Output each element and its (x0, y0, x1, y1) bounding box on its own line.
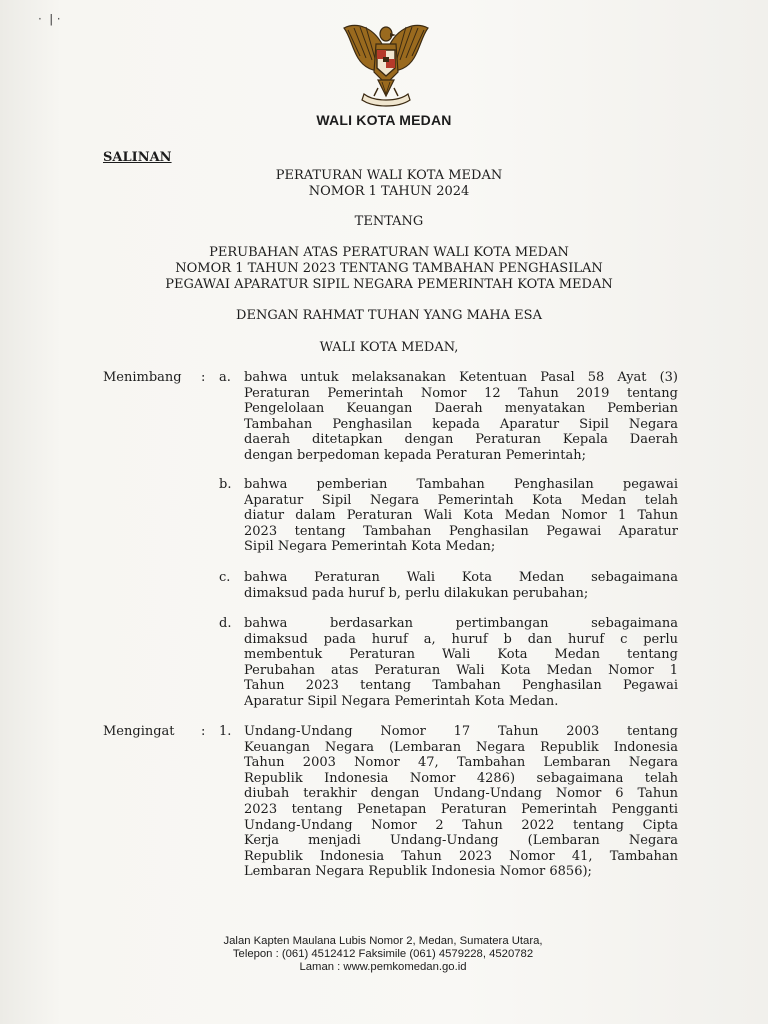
subject-line-3: PEGAWAI APARATUR SIPIL NEGARA PEMERINTAH KOTA MEDAN (165, 277, 613, 292)
text-line: Undang-Undang Nomor 17 Tahun 2003 tentang (244, 724, 678, 739)
text-line: Tahun 2003 Nomor 47, Tambahan Lembaran Negara (244, 755, 678, 771)
text-line: Keuangan Negara (Lembaran Negara Republik Indonesia (244, 739, 678, 755)
text-line: 2023 tentang Penetapan Peraturan Pemerintah Pengganti (244, 801, 678, 817)
menimbang-marker-b: b. (219, 477, 232, 492)
menimbang-colon: : (201, 370, 206, 385)
text-line: bahwa berdasarkan pertimbangan sebagaimana (244, 616, 678, 631)
text-line: Republik Indonesia Nomor 4286) sebagaimana telah (244, 770, 678, 786)
issuer-title: WALI KOTA MEDAN (316, 112, 452, 128)
authority-line: WALI KOTA MEDAN, (319, 340, 459, 355)
text-line: bahwa untuk melaksanakan Ketentuan Pasal 58 Ayat (3) (244, 370, 678, 385)
letterhead-footer (188, 935, 578, 975)
text-line: Republik Indonesia Tahun 2023 Nomor 41, Tambahan (244, 848, 678, 864)
text-line: membentuk Peraturan Wali Kota Medan tentang (244, 647, 678, 663)
scan-specks: · ǀ · (38, 12, 61, 26)
salinan-label: SALINAN (103, 150, 172, 165)
subject-line-1: PERUBAHAN ATAS PERATURAN WALI KOTA MEDAN (209, 245, 569, 260)
garuda-emblem-icon (338, 18, 434, 108)
text-line: diubah terakhir dengan Undang-Undang Nomor 6 Tahun (244, 786, 678, 802)
menimbang-marker-d: d. (219, 616, 232, 631)
text-line: Peraturan Pemerintah Nomor 12 Tahun 2019 tentang (244, 385, 678, 401)
text-line: diatur dalam Peraturan Wali Kota Medan Nomor 1 Tahun (244, 508, 678, 524)
regulation-number: NOMOR 1 TAHUN 2024 (308, 184, 470, 199)
text-line: bahwa pemberian Tambahan Penghasilan pegawai (244, 477, 678, 492)
menimbang-item-a (244, 370, 678, 464)
mengingat-label: Mengingat (103, 724, 175, 739)
menimbang-item-d (244, 616, 678, 710)
mengingat-colon: : (201, 724, 206, 739)
text-line: dimaksud pada huruf a, huruf b dan huruf c perlu (244, 631, 678, 647)
footer-phone: Telepon : (061) 4512412 Faksimile (061) 4579228, 4520782 (232, 948, 534, 961)
menimbang-marker-a: a. (219, 370, 231, 385)
rahmat-line: DENGAN RAHMAT TUHAN YANG MAHA ESA (236, 308, 542, 323)
mengingat-marker-1: 1. (219, 724, 232, 739)
menimbang-marker-c: c. (219, 570, 231, 585)
text-line: Perubahan atas Peraturan Wali Kota Medan Nomor 1 (244, 662, 678, 678)
text-line: Aparatur Sipil Negara Pemerintah Kota Medan. (244, 693, 559, 709)
regulation-title: PERATURAN WALI KOTA MEDAN (275, 168, 503, 183)
subject-line-2: NOMOR 1 TAHUN 2023 TENTANG TAMBAHAN PENGHASILAN (175, 261, 603, 276)
tentang-label: TENTANG (354, 214, 424, 229)
text-line: dengan berpedoman kepada Peraturan Pemerintah; (244, 447, 587, 463)
text-line: Aparatur Sipil Negara Pemerintah Kota Medan telah (244, 492, 678, 508)
text-line: Pengelolaan Keuangan Daerah menyatakan Pemberian (244, 401, 678, 417)
menimbang-item-b (244, 477, 678, 555)
menimbang-label: Menimbang (103, 370, 182, 385)
text-line: dimaksud pada huruf b, perlu dilakukan perubahan; (244, 585, 589, 601)
mengingat-item-1 (244, 724, 678, 880)
text-line: Lembaran Negara Republik Indonesia Nomor 6856); (244, 864, 592, 880)
text-line: 2023 tentang Tambahan Penghasilan Pegawai Aparatur (244, 523, 678, 539)
menimbang-item-c (244, 570, 678, 601)
text-line: Tambahan Penghasilan kepada Aparatur Sipil Negara (244, 416, 678, 432)
text-line: bahwa Peraturan Wali Kota Medan sebagaimana (244, 570, 678, 585)
footer-website: Laman : www.pemkomedan.go.id (299, 961, 467, 974)
text-line: Sipil Negara Pemerintah Kota Medan; (244, 539, 496, 555)
text-line: Tahun 2023 tentang Tambahan Penghasilan Pegawai (244, 678, 678, 694)
text-line: daerah ditetapkan dengan Peraturan Kepala Daerah (244, 432, 678, 448)
text-line: Undang-Undang Nomor 2 Tahun 2022 tentang Cipta (244, 817, 678, 833)
text-line: Kerja menjadi Undang-Undang (Lembaran Negara (244, 833, 678, 849)
footer-address: Jalan Kapten Maulana Lubis Nomor 2, Medan, Sumatera Utara, (223, 935, 543, 947)
